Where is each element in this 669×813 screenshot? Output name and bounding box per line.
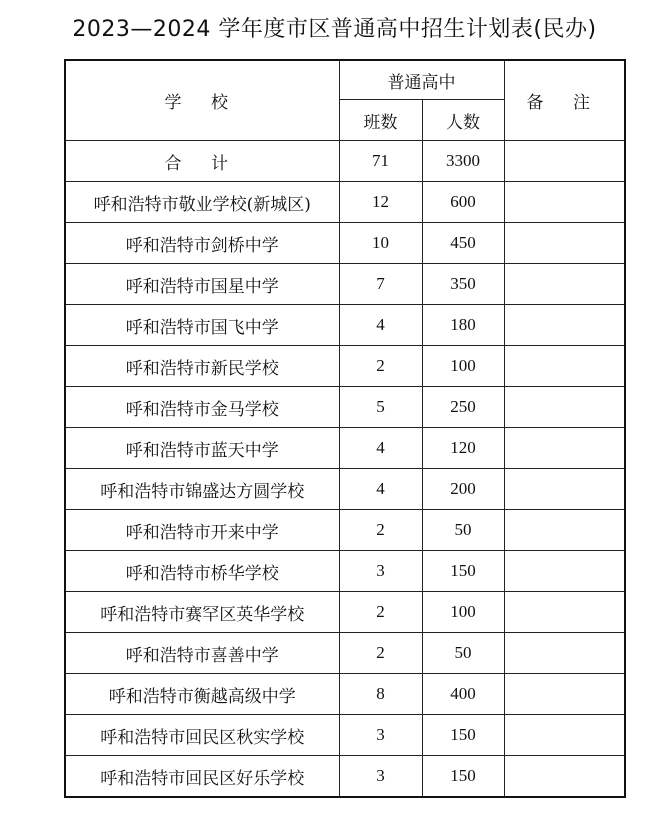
general-high-school-group-header: 普通高中	[339, 60, 504, 100]
remark-cell	[504, 469, 625, 510]
students-cell: 180	[422, 305, 504, 346]
classes-cell: 7	[339, 264, 422, 305]
total-students: 3300	[422, 141, 504, 182]
students-cell: 100	[422, 346, 504, 387]
students-cell: 250	[422, 387, 504, 428]
classes-cell: 5	[339, 387, 422, 428]
remark-cell	[504, 592, 625, 633]
table-row	[65, 428, 625, 469]
students-cell: 150	[422, 551, 504, 592]
school-name-cell: 呼和浩特市新民学校	[65, 346, 339, 387]
remark-cell	[504, 551, 625, 592]
classes-cell: 4	[339, 305, 422, 346]
table-row	[65, 182, 625, 223]
students-cell: 50	[422, 510, 504, 551]
classes-cell: 12	[339, 182, 422, 223]
school-name-cell: 呼和浩特市金马学校	[65, 387, 339, 428]
table-row	[65, 756, 625, 798]
remark-cell	[504, 715, 625, 756]
school-column-header: 学 校	[65, 60, 339, 141]
students-cell: 200	[422, 469, 504, 510]
students-cell: 50	[422, 633, 504, 674]
remark-cell	[504, 756, 625, 798]
school-name-cell: 呼和浩特市回民区秋实学校	[65, 715, 339, 756]
classes-cell: 3	[339, 551, 422, 592]
school-name-cell: 呼和浩特市开来中学	[65, 510, 339, 551]
table-header	[65, 60, 625, 141]
table-row	[65, 469, 625, 510]
table-row	[65, 674, 625, 715]
school-name-cell: 呼和浩特市桥华学校	[65, 551, 339, 592]
classes-cell: 10	[339, 223, 422, 264]
students-cell: 400	[422, 674, 504, 715]
total-row	[65, 141, 625, 182]
remark-cell	[504, 305, 625, 346]
table-row	[65, 715, 625, 756]
enrollment-plan-table	[64, 59, 626, 798]
remark-cell	[504, 428, 625, 469]
remark-cell	[504, 510, 625, 551]
remark-cell	[504, 264, 625, 305]
remarks-column-header: 备 注	[504, 60, 625, 141]
remark-cell	[504, 346, 625, 387]
school-name-cell: 呼和浩特市衡越高级中学	[65, 674, 339, 715]
table-row	[65, 346, 625, 387]
students-column-header: 人数	[422, 100, 504, 141]
students-cell: 150	[422, 715, 504, 756]
classes-cell: 8	[339, 674, 422, 715]
students-cell: 450	[422, 223, 504, 264]
classes-cell: 2	[339, 346, 422, 387]
page-title: 2023—2024 学年度市区普通高中招生计划表(民办)	[72, 17, 597, 42]
classes-cell: 2	[339, 633, 422, 674]
remark-cell	[504, 633, 625, 674]
school-name-cell: 呼和浩特市国飞中学	[65, 305, 339, 346]
table-row	[65, 633, 625, 674]
table-row	[65, 223, 625, 264]
remark-cell	[504, 387, 625, 428]
header-row-1	[65, 60, 625, 100]
students-cell: 120	[422, 428, 504, 469]
table-row	[65, 305, 625, 346]
table-row	[65, 264, 625, 305]
school-name-cell: 呼和浩特市喜善中学	[65, 633, 339, 674]
students-cell: 600	[422, 182, 504, 223]
classes-cell: 2	[339, 510, 422, 551]
remark-cell	[504, 674, 625, 715]
school-name-cell: 呼和浩特市回民区好乐学校	[65, 756, 339, 798]
classes-cell: 3	[339, 756, 422, 798]
students-cell: 150	[422, 756, 504, 798]
total-label: 合 计	[65, 141, 339, 182]
school-name-cell: 呼和浩特市剑桥中学	[65, 223, 339, 264]
remark-cell	[504, 223, 625, 264]
school-name-cell: 呼和浩特市蓝天中学	[65, 428, 339, 469]
school-name-cell: 呼和浩特市锦盛达方圆学校	[65, 469, 339, 510]
total-classes: 71	[339, 141, 422, 182]
classes-cell: 4	[339, 469, 422, 510]
school-name-cell: 呼和浩特市敬业学校(新城区)	[65, 182, 339, 223]
students-cell: 350	[422, 264, 504, 305]
remark-cell	[504, 182, 625, 223]
total-remark	[504, 141, 625, 182]
table-body	[65, 141, 625, 798]
classes-column-header: 班数	[339, 100, 422, 141]
table-row	[65, 510, 625, 551]
classes-cell: 2	[339, 592, 422, 633]
school-name-cell: 呼和浩特市赛罕区英华学校	[65, 592, 339, 633]
school-name-cell: 呼和浩特市国星中学	[65, 264, 339, 305]
table-row	[65, 387, 625, 428]
classes-cell: 4	[339, 428, 422, 469]
students-cell: 100	[422, 592, 504, 633]
table-row	[65, 551, 625, 592]
classes-cell: 3	[339, 715, 422, 756]
table-row	[65, 592, 625, 633]
